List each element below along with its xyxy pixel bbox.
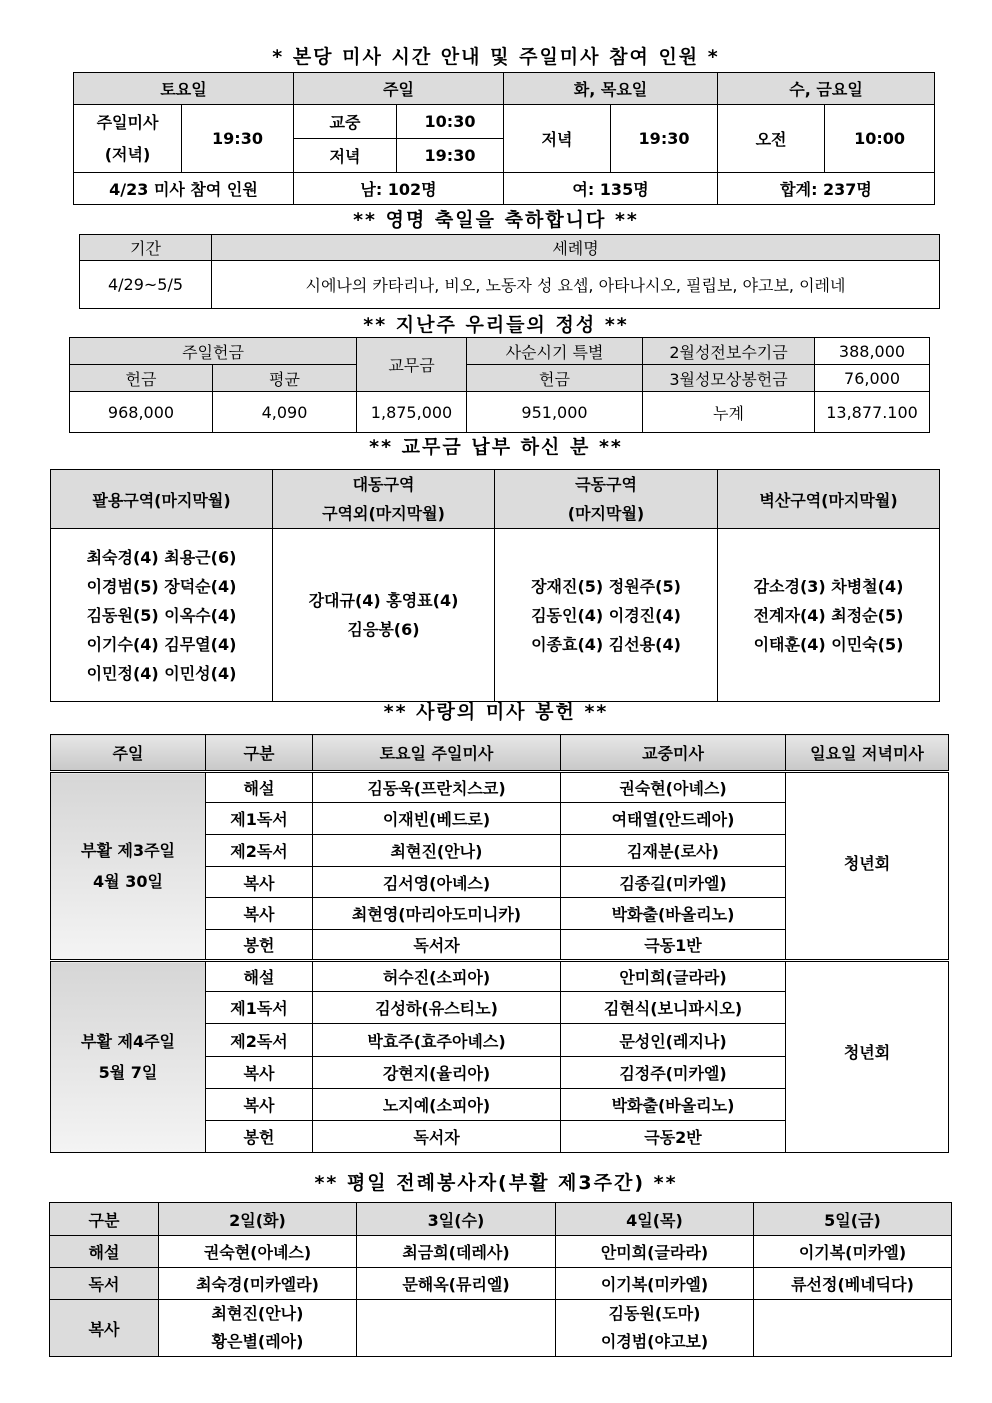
weekday-cell: 안미희(글라라) (556, 1236, 754, 1268)
weekday-server-line: 이경범(야고보) (600, 1332, 709, 1351)
role-cell: 제2독서 (206, 1024, 313, 1057)
mar-fund-value: 76,000 (815, 365, 930, 392)
weekday-header-wed: 3일(수) (357, 1203, 556, 1236)
payers-table (50, 469, 940, 702)
payers-daedong (273, 529, 495, 702)
wed-fri-label: 오전 (718, 105, 825, 173)
saturday-server: 허수진(소피아) (313, 961, 561, 992)
saturday-server: 이재빈(베드로) (313, 803, 561, 835)
weekday-cell: 이기복(미카엘) (556, 1268, 754, 1300)
main-server: 김재분(로사) (561, 835, 786, 867)
saturday-server: 박효주(효주아녜스) (313, 1024, 561, 1057)
payer-line: 이종효(4) 김선용(4) (531, 634, 681, 654)
main-server: 문성인(레지나) (561, 1024, 786, 1057)
lent-special-header-1: 사순시기 특별 (467, 338, 643, 365)
role-cell: 복사 (206, 1057, 313, 1089)
saturday-server: 최현영(마리아도미니카) (313, 898, 561, 930)
service-header-role: 구분 (206, 735, 313, 772)
payer-line: 강대규(4) 홍영표(4) (308, 591, 459, 610)
offering-title: ** 지난주 우리들의 정성 ** (363, 314, 629, 336)
saturday-server: 독서자 (313, 1121, 561, 1153)
average-header: 평균 (213, 365, 357, 392)
payer-line: 이경범(5) 장덕순(4) (86, 576, 237, 596)
week-name-line1: 부활 제4주일 (81, 1032, 175, 1051)
weekday-role-server: 복사 (50, 1300, 159, 1357)
service-table (50, 734, 949, 1153)
daedong-header-line2: 구역외(마지막월) (322, 504, 445, 523)
weekday-table (49, 1202, 952, 1357)
main-server: 안미희(글라라) (561, 961, 786, 992)
attendance-female: 여: 135명 (504, 173, 718, 205)
payers-title: ** 교무금 납부 하신 분 ** (369, 436, 623, 458)
feast-title: ** 영명 축일을 축하합니다 ** (353, 209, 639, 231)
main-server: 극동1반 (561, 930, 786, 961)
service-header-evening: 일요일 저녁미사 (786, 735, 949, 772)
feast-header-name: 세례명 (212, 235, 940, 261)
feb-fund-value: 388,000 (815, 338, 930, 365)
role-cell: 제1독서 (206, 992, 313, 1024)
church-fee-header: 교무금 (357, 338, 467, 392)
payer-line: 이기수(4) 김무열(4) (86, 634, 237, 654)
evening-server: 청년회 (786, 772, 949, 961)
attendance-male: 남: 102명 (294, 173, 504, 205)
attendance-label: 4/23 미사 참여 인원 (74, 173, 294, 205)
average-value: 4,090 (213, 392, 357, 433)
saturday-server: 김동욱(프란치스코) (313, 772, 561, 803)
feb-fund-label: 2월성전보수기금 (643, 338, 815, 365)
sunday-evening-label: 저녁 (294, 139, 397, 173)
geukdong-header-line1: 극동구역 (575, 475, 637, 494)
role-cell: 해설 (206, 772, 313, 803)
cash-header: 헌금 (70, 365, 213, 392)
payer-line: 최숙경(4) 최용근(6) (86, 547, 237, 567)
payer-line: 김응봉(6) (347, 620, 420, 639)
lent-special-header-2: 헌금 (467, 365, 643, 392)
payers-header-geukdong (495, 470, 718, 529)
offering-table (69, 337, 930, 433)
weekday-cell: 최금희(데레사) (357, 1236, 556, 1268)
service-title: ** 사랑의 미사 봉헌 ** (383, 701, 609, 723)
weekday-header-role: 구분 (50, 1203, 159, 1236)
payer-line: 전계자(4) 최정순(5) (753, 605, 904, 625)
sunday-offering-header: 주일헌금 (70, 338, 357, 365)
geukdong-header-line2: (마지막월) (567, 504, 645, 523)
feast-names: 시에나의 카타리나, 비오, 노동자 성 요셉, 아타나시오, 필립보, 야고보, 이레네 (212, 261, 940, 309)
week-name-line2: 4월 30일 (93, 872, 163, 891)
payers-header-palyong: 팔용구역(마지막월) (51, 470, 273, 529)
payer-line: 김동원(5) 이옥수(4) (86, 605, 237, 625)
feast-header-period: 기간 (80, 235, 212, 261)
weekday-role-commentary: 해설 (50, 1236, 159, 1268)
role-cell: 봉헌 (206, 930, 313, 961)
church-fee-value: 1,875,000 (357, 392, 467, 433)
weekday-cell: 권숙현(아녜스) (159, 1236, 357, 1268)
service-header-main: 교중미사 (561, 735, 786, 772)
weekday-title: ** 평일 전례봉사자(부활 제3주간) ** (314, 1172, 678, 1194)
weekday-header-tue: 2일(화) (159, 1203, 357, 1236)
sunday-evening-time: 19:30 (397, 139, 504, 173)
week-name-line2: 5월 7일 (98, 1063, 158, 1082)
main-server: 김현식(보니파시오) (561, 992, 786, 1024)
weekday-server-line: 황은별(레아) (211, 1332, 304, 1351)
weekday-cell: 류선정(베네딕다) (754, 1268, 952, 1300)
feast-period: 4/29~5/5 (80, 261, 212, 309)
weekday-cell (556, 1300, 754, 1357)
saturday-server: 강현지(율리아) (313, 1057, 561, 1089)
saturday-label-line1: 주일미사 (96, 112, 159, 132)
weekday-cell: 최숙경(미카엘라) (159, 1268, 357, 1300)
role-cell: 복사 (206, 867, 313, 898)
role-cell: 제1독서 (206, 803, 313, 835)
weekday-cell (754, 1300, 952, 1357)
attendance-total: 합계: 237명 (718, 173, 935, 205)
tue-thu-time: 19:30 (611, 105, 718, 173)
evening-server: 청년회 (786, 961, 949, 1153)
payers-palyong (51, 529, 273, 702)
mass-times-title: * 본당 미사 시간 안내 및 주일미사 참여 인원 * (272, 46, 720, 68)
payers-geukdong (495, 529, 718, 702)
weekday-cell: 이기복(미카엘) (754, 1236, 952, 1268)
payer-line: 감소경(3) 차병철(4) (753, 576, 904, 596)
payers-header-byeoksan: 벽산구역(마지막월) (718, 470, 940, 529)
daedong-header-line1: 대동구역 (352, 475, 415, 494)
header-sunday: 주일 (294, 73, 504, 105)
weekday-server-line: 최현진(안나) (211, 1304, 304, 1323)
role-cell: 봉헌 (206, 1121, 313, 1153)
weekday-server-line: 김동원(도마) (608, 1304, 701, 1323)
saturday-server: 노지예(소피아) (313, 1089, 561, 1121)
weekday-role-reading: 독서 (50, 1268, 159, 1300)
weekday-cell: 문해옥(뮤리엘) (357, 1268, 556, 1300)
main-server: 김종길(미카엘) (561, 867, 786, 898)
mar-fund-label: 3월성모상봉헌금 (643, 365, 815, 392)
saturday-mass-label (74, 105, 182, 173)
cumulative-label: 누계 (643, 392, 815, 433)
main-server: 박화출(바올리노) (561, 1089, 786, 1121)
payers-byeoksan (718, 529, 940, 702)
cash-value: 968,000 (70, 392, 213, 433)
week-name-line1: 부활 제3주일 (81, 841, 175, 860)
payer-line: 이태훈(4) 이민숙(5) (753, 634, 904, 654)
role-cell: 제2독서 (206, 835, 313, 867)
tue-thu-label: 저녁 (504, 105, 611, 173)
payer-line: 김동인(4) 이경진(4) (531, 605, 681, 625)
sunday-main-time: 10:30 (397, 105, 504, 139)
weekday-header-thu: 4일(목) (556, 1203, 754, 1236)
main-server: 박화출(바올리노) (561, 898, 786, 930)
role-cell: 복사 (206, 1089, 313, 1121)
payer-line: 이민정(4) 이민성(4) (86, 663, 237, 683)
week-name (51, 961, 206, 1153)
sunday-main-label: 교중 (294, 105, 397, 139)
wed-fri-time: 10:00 (825, 105, 935, 173)
service-header-saturday: 토요일 주일미사 (313, 735, 561, 772)
header-tue-thu: 화, 목요일 (504, 73, 718, 105)
main-server: 김정주(미카엘) (561, 1057, 786, 1089)
main-server: 권숙현(아녜스) (561, 772, 786, 803)
role-cell: 해설 (206, 961, 313, 992)
saturday-label-line2: (저녁) (104, 144, 151, 164)
saturday-server: 김성하(유스티노) (313, 992, 561, 1024)
service-header-week: 주일 (51, 735, 206, 772)
saturday-server: 독서자 (313, 930, 561, 961)
payers-header-daedong (273, 470, 495, 529)
header-wed-fri: 수, 금요일 (718, 73, 935, 105)
weekday-cell (159, 1300, 357, 1357)
header-saturday: 토요일 (74, 73, 294, 105)
lent-special-value: 951,000 (467, 392, 643, 433)
weekday-header-fri: 5일(금) (754, 1203, 952, 1236)
weekday-cell (357, 1300, 556, 1357)
role-cell: 복사 (206, 898, 313, 930)
saturday-time: 19:30 (182, 105, 294, 173)
mass-times-table (73, 72, 935, 205)
feast-table (79, 234, 940, 309)
main-server: 극동2반 (561, 1121, 786, 1153)
saturday-server: 최현진(안나) (313, 835, 561, 867)
week-name (51, 772, 206, 961)
saturday-server: 김서영(아녜스) (313, 867, 561, 898)
cumulative-value: 13,877.100 (815, 392, 930, 433)
payer-line: 장재진(5) 정원주(5) (531, 576, 681, 596)
main-server: 여태열(안드레아) (561, 803, 786, 835)
